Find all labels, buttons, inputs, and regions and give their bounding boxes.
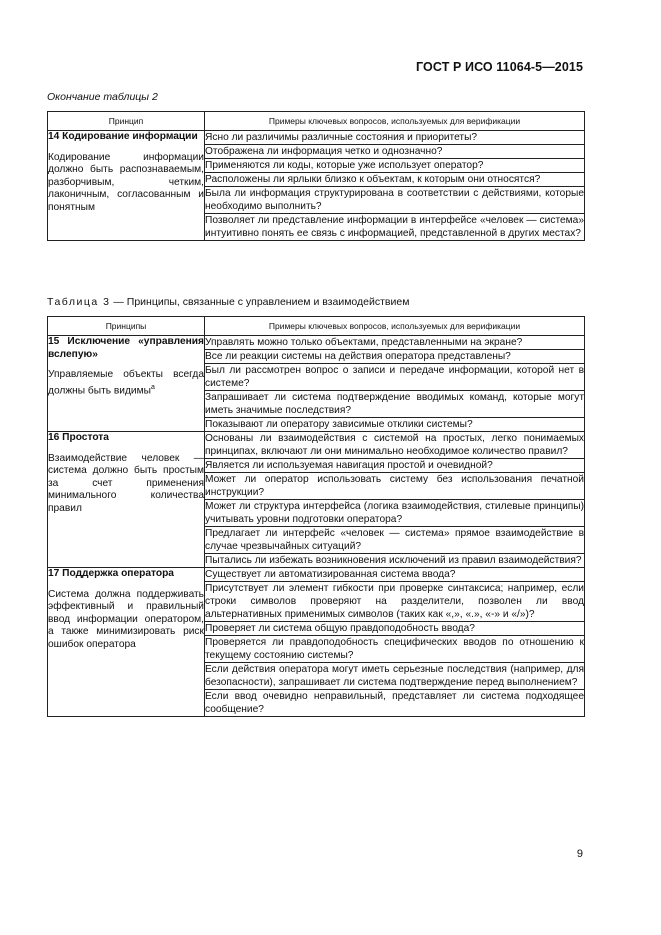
question-cell: Если действия оператора могут иметь серьезные последствия (например, для безопасности), запрашивает ли система подтверждение перед выполнением? [205, 664, 584, 688]
table3-col1-header: Принципы [48, 317, 205, 336]
question-cell: Был ли рассмотрен вопрос о записи и передаче информации, которой нет в системе? [205, 365, 584, 389]
principle-title: 15 Исключение «управления вслепую» [48, 336, 204, 360]
table2-col1-header: Принцип [48, 112, 205, 131]
question-cell: Расположены ли ярлыки близко к объектам, к которым они относятся? [205, 173, 585, 187]
principle-title: 14 Кодирование информации [48, 131, 198, 142]
table3-caption [47, 296, 409, 308]
page-number: 9 [576, 848, 583, 860]
question-cell: Управлять можно только объектами, представленными на экране? [205, 336, 585, 350]
question-cell: Может ли оператор использовать систему без использования печатной инструкции? [205, 474, 584, 498]
principle-cell [48, 131, 205, 241]
question-cell: Была ли информация структурирована в соответствии с действиями, которые необходимо выполнить? [205, 188, 584, 212]
principle-cell [48, 336, 205, 432]
principle-description-text: Управляемые объекты всегда должны быть видимы [48, 369, 204, 396]
document-id: ГОСТ Р ИСО 11064-5—2015 [416, 60, 583, 74]
question-cell: Существует ли автоматизированная система ввода? [205, 568, 585, 582]
table3-caption-text: — Принципы, связанные с управлением и взаимодействием [110, 296, 410, 308]
principle-cell [48, 432, 205, 568]
table2-col2-header: Примеры ключевых вопросов, используемых для верификации [205, 112, 585, 131]
principle-title: 17 Поддержка оператора [48, 568, 174, 579]
table2-caption: Окончание таблицы 2 [47, 91, 158, 103]
question-cell: Проверяет ли система общую правдоподобность ввода? [205, 622, 585, 636]
table3-col2-header: Примеры ключевых вопросов, используемых для верификации [205, 317, 585, 336]
question-cell: Ясно ли различимы различные состояния и приоритеты? [205, 131, 585, 145]
question-cell: Показывают ли оператору зависимые отклики системы? [205, 418, 585, 432]
question-cell: Пытались ли избежать возникновения исключений из правил взаимодействия? [205, 554, 585, 568]
table3 [47, 316, 585, 717]
principle-description [48, 369, 204, 397]
question-cell: Все ли реакции системы на действия оператора представлены? [205, 350, 585, 364]
table2 [47, 111, 585, 241]
principle-description: Кодирование информации должно быть распознаваемым, разборчивым, четким, лаконичным, согласованным и понятным [48, 151, 204, 213]
question-cell: Основаны ли взаимодействия с системой на простых, легко понимаемых принципах, включают ли они минимально необходимое количество правил? [205, 433, 584, 457]
principle-description: Взаимодействие человек — система должно быть простым за счет применения минимального количества правил [48, 452, 204, 514]
question-cell: Если ввод очевидно неправильный, представляет ли система подходящее сообщение? [205, 691, 584, 715]
principle-cell [48, 568, 205, 717]
principle-description: Система должна поддерживать эффективный и правильный ввод информации оператором, а также минимизировать риск ошибок оператора [48, 588, 204, 650]
principle-title: 16 Простота [48, 432, 109, 443]
question-cell: Отображена ли информация четко и однозначно? [205, 145, 585, 159]
question-cell: Проверяется ли правдоподобность специфических вводов по отношению к текущему состоянию системы? [205, 637, 584, 661]
table3-caption-label: Таблица 3 [47, 296, 111, 308]
question-cell: Предлагает ли интерфейс «человек — система» прямое взаимодействие в случае чрезвычайных ситуаций? [205, 528, 584, 552]
question-cell: Присутствует ли элемент гибкости при проверке синтаксиса; например, если строки символов проверяют на разделители, позволен ли ввод альтернативных применимых символов (таких как «,», «.», «-» и «/»)? [205, 583, 584, 620]
question-cell: Применяются ли коды, которые уже использует оператор? [205, 159, 585, 173]
footnote-mark: a [150, 383, 155, 391]
question-cell: Запрашивает ли система подтверждение вводимых команд, которые могут иметь значимые последствия? [205, 392, 584, 416]
question-cell: Позволяет ли представление информации в интерфейсе «человек — система» интуитивно понять ее связь с информацией, представленной в других местах? [205, 215, 584, 239]
question-cell: Является ли используемая навигация простой и очевидной? [205, 459, 585, 473]
question-cell: Может ли структура интерфейса (логика взаимодействия, стилевые принципы) учитывать уровни подготовки оператора? [205, 501, 584, 525]
